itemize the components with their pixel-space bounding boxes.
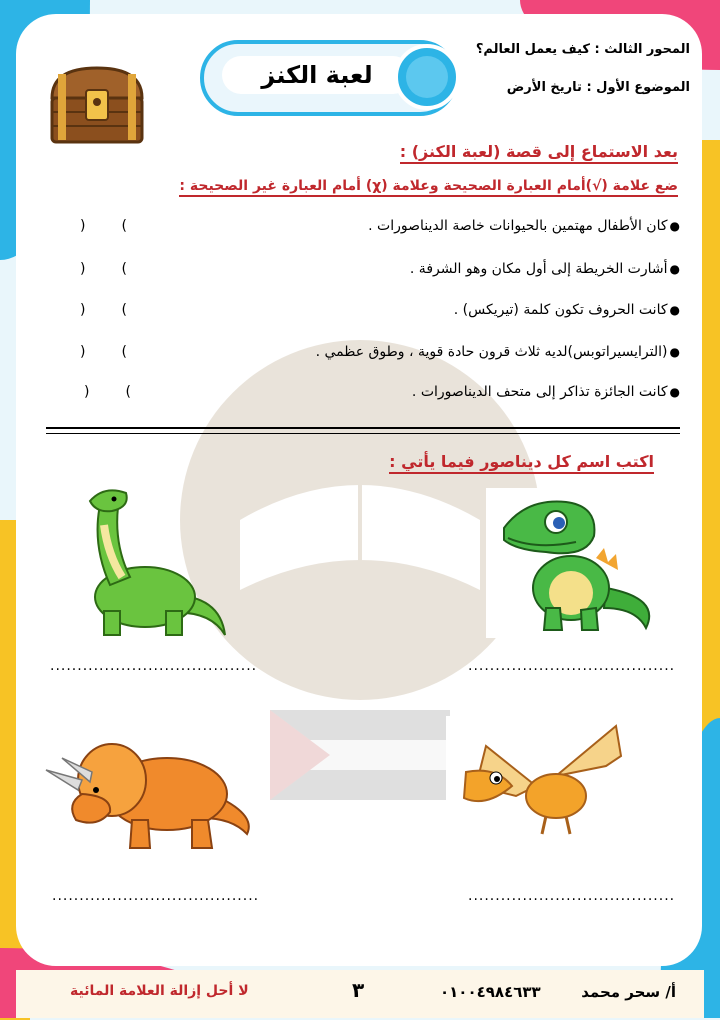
watermark-notice: لا أحل إزالة العلامة المائية — [70, 983, 249, 999]
statement-text: (الترايسيراتوبس)لديه ثلاث قرون حادة قوية ، وطوق عظمي . — [315, 344, 668, 360]
title-banner — [200, 40, 458, 116]
page-title: لعبة الكنز — [222, 56, 412, 94]
answer-brackets[interactable]: )( — [80, 344, 127, 360]
statement-item: ●كانت الجائزة تذاكر إلى متحف الديناصورات . — [411, 384, 680, 400]
statement-item: ●كان الأطفال مهتمين بالحيوانات خاصة الديناصورات . — [368, 218, 680, 234]
axis-label: المحور الثالث : كيف يعمل العالم؟ — [475, 42, 690, 57]
mark-instruction-heading: ضع علامة (√)أمام العبارة الصحيحة وعلامة (χ) أمام العبارة غير الصحيحة : — [179, 178, 678, 197]
phone-number: ٠١٠٠٤٩٨٤٦٣٣ — [440, 983, 541, 1001]
topic-label: الموضوع الأول : تاريخ الأرض — [506, 80, 690, 95]
author-name: أ/ سحر محمد — [581, 983, 676, 1001]
answer-line[interactable]: ...................................... — [52, 888, 260, 904]
answer-brackets[interactable]: )( — [80, 302, 127, 318]
divider — [46, 427, 680, 429]
answer-line[interactable]: ...................................... — [468, 888, 676, 904]
treasure-chest-icon — [46, 64, 148, 146]
statement-item: ●(الترايسيراتوبس)لديه ثلاث قرون حادة قوية ، وطوق عظمي . — [315, 344, 680, 360]
answer-brackets[interactable]: )( — [84, 384, 131, 400]
answer-line[interactable]: ...................................... — [468, 658, 676, 674]
statement-item: ●أشارت الخريطة إلى أول مكان وهو الشرفة . — [409, 261, 680, 277]
statement-item: ●كانت الحروف تكون كلمة (تيريكس) . — [453, 302, 680, 318]
after-listening-heading: بعد الاستماع إلى قصة (لعبة الكنز) : — [400, 142, 678, 164]
statement-text: كانت الحروف تكون كلمة (تيريكس) . — [453, 302, 668, 318]
statement-text: أشارت الخريطة إلى أول مكان وهو الشرفة . — [409, 261, 668, 277]
answer-line[interactable]: ...................................... — [50, 658, 258, 674]
title-circle-decoration — [394, 44, 460, 110]
page-number: ٣ — [352, 978, 365, 1002]
write-names-heading: اكتب اسم كل ديناصور فيما يأتي : — [389, 452, 654, 474]
green-brachiosaurus-icon — [70, 485, 230, 645]
answer-brackets[interactable]: )( — [80, 218, 127, 234]
statement-text: كانت الجائزة تذاكر إلى متحف الديناصورات . — [411, 384, 668, 400]
orange-triceratops-icon — [42, 724, 262, 854]
answer-brackets[interactable]: )( — [80, 261, 127, 277]
green-baby-trex-icon — [486, 488, 676, 638]
statement-text: كان الأطفال مهتمين بالحيوانات خاصة الديناصورات . — [368, 218, 668, 234]
orange-pterodactyl-icon — [446, 716, 676, 846]
divider — [46, 433, 680, 434]
